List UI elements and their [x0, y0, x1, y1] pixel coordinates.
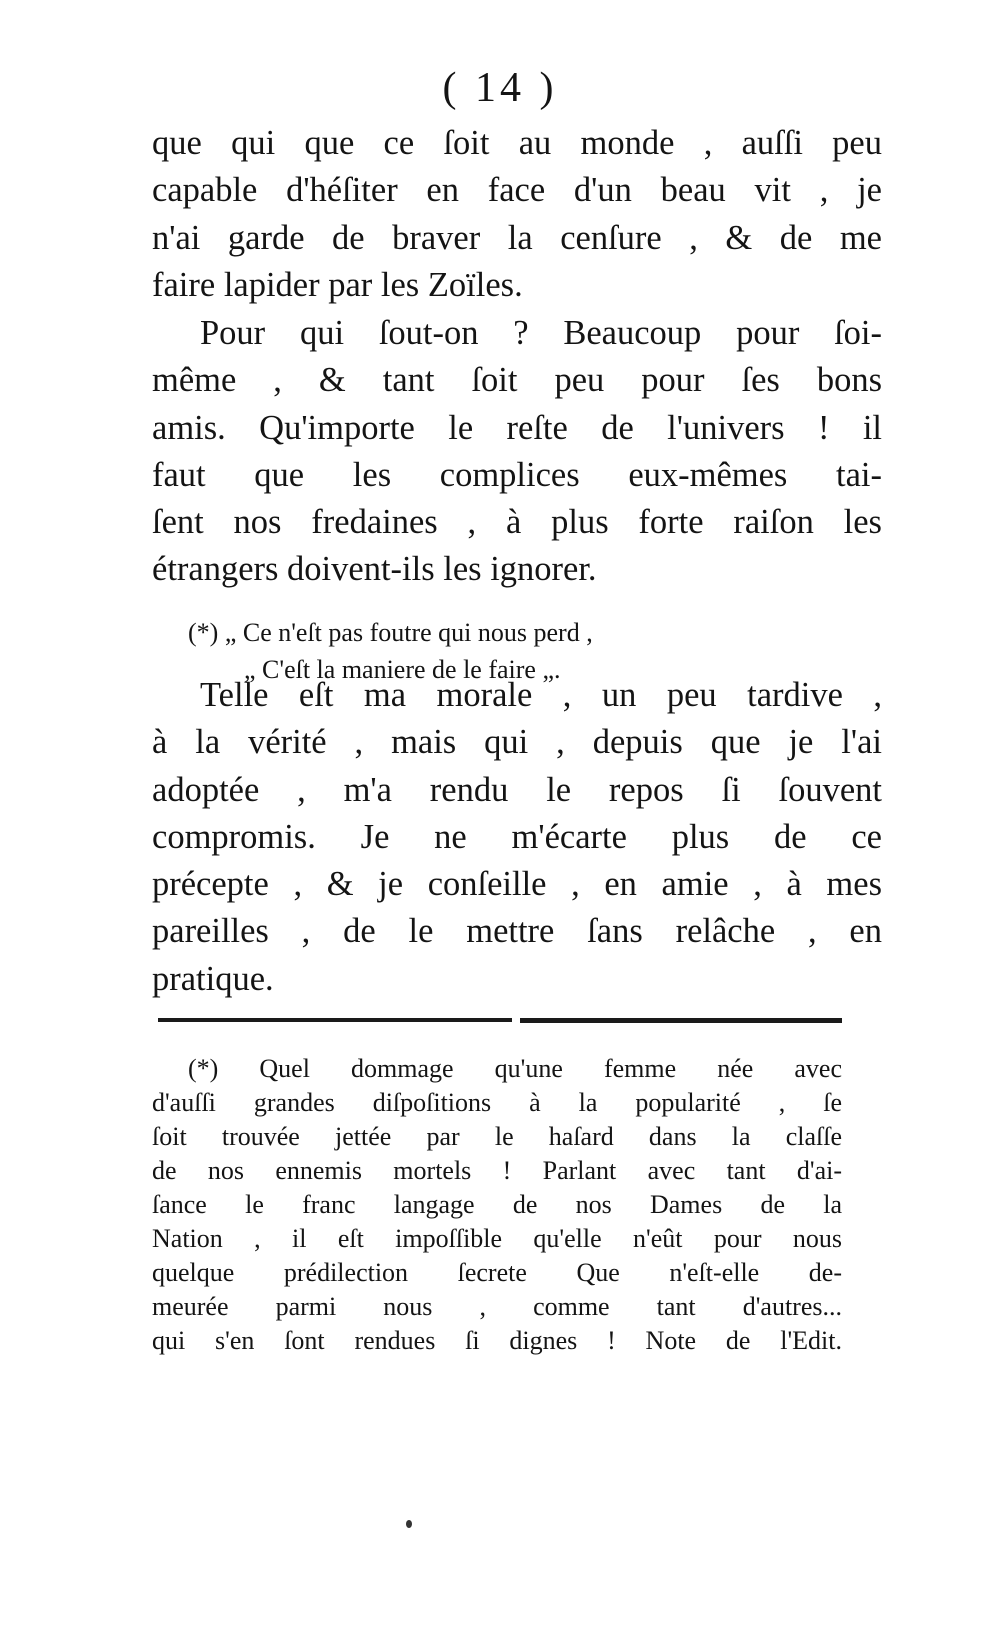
text-line: compromis. Je ne m'écarte plus de ce: [152, 817, 882, 856]
footnote-divider: [158, 1018, 842, 1023]
page-number: ( 14 ): [442, 65, 558, 111]
text-line: faire lapider par les Zoïles.: [152, 265, 523, 304]
text-line: étrangers doivent-ils les ignorer.: [152, 550, 597, 589]
text-line: n'ai garde de braver la cenſure , & de me: [152, 218, 882, 257]
footnote-line: (*) Quel dommage qu'une femme née avec: [188, 1054, 842, 1083]
text-line: faut que les complices eux-mêmes tai-: [152, 455, 882, 494]
footnote-line: d'auſſi grandes diſpoſitions à la popularité , ſe: [152, 1088, 842, 1117]
text-line: adoptée , m'a rendu le repos ſi ſouvent: [152, 770, 882, 809]
text-line: à la vérité , mais qui , depuis que je l'ai: [152, 723, 882, 762]
paragraph: [152, 310, 882, 594]
footnote-line: qui s'en ſont rendues ſi dignes ! Note de l'Edit.: [152, 1326, 842, 1355]
divider-segment: [520, 1018, 842, 1023]
text-line: ſent nos fredaines , à plus forte raiſon les: [152, 503, 882, 542]
footnote-line: ſance le franc langage de nos Dames de la: [152, 1190, 842, 1219]
text-line: pareilles , de le mettre ſans relâche , en: [152, 912, 882, 951]
footnote-line: de nos ennemis mortels ! Parlant avec tant d'ai-: [152, 1156, 842, 1185]
quote-line: (*) „ Ce n'eſt pas foutre qui nous perd ,: [188, 618, 593, 647]
text-line: même , & tant ſoit peu pour ſes bons: [152, 361, 882, 400]
ink-speck: [406, 1520, 412, 1528]
quote-line: „ C'eſt la maniere de le faire „.: [244, 655, 561, 684]
text-line: amis. Qu'importe le reſte de l'univers ! il: [152, 408, 882, 447]
text-line: précepte , & je conſeille , en amie , à mes: [152, 865, 882, 904]
paragraph-continued: [152, 120, 882, 309]
text-line: Pour qui ſout-on ? Beaucoup pour ſoi-: [200, 314, 882, 352]
footnote: [152, 1052, 842, 1358]
text-line: capable d'héſiter en face d'un beau vit , je: [152, 171, 882, 210]
text-line: pratique.: [152, 959, 274, 998]
text-line: Telle eſt ma morale , un peu tardive ,: [200, 676, 882, 714]
divider-segment: [158, 1018, 512, 1022]
text-line: que qui que ce ſoit au monde , auſſi peu: [152, 124, 882, 162]
footnote-line: meurée parmi nous , comme tant d'autres...: [152, 1292, 842, 1321]
footnote-line: Nation , il eſt impoſſible qu'elle n'eût pour nous: [152, 1224, 842, 1253]
footnote-line: ſoit trouvée jettée par le haſard dans la claſſe: [152, 1122, 842, 1151]
footnote-line: quelque prédilection ſecrete Que n'eſt-elle de-: [152, 1258, 842, 1287]
paragraph: [152, 672, 882, 1003]
